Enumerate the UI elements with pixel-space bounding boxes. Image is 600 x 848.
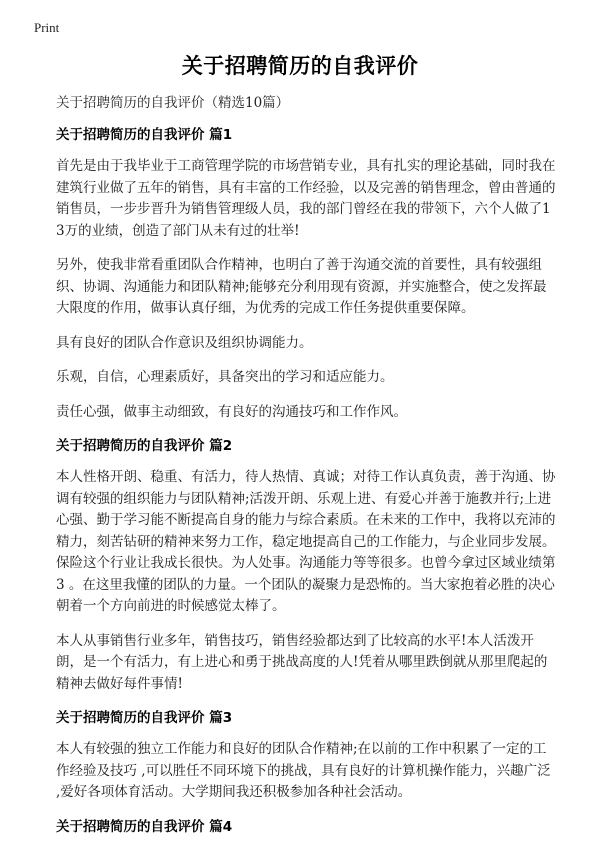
article-body <box>56 93 556 848</box>
section-heading: 关于招聘简历的自我评价 篇1 <box>56 127 233 143</box>
page-title: 关于招聘简历的自我评价 <box>181 54 419 78</box>
paragraph: 本人性格开朗、稳重、有活力，待人热情、真诚；对待工作认真负责，善于沟通、协调有较强的组织能力与团队精神;活泼开朗、乐观上进、有爱心并善于施教并行;上进心强、勤于学习能不断提高自身的能力与综合素质。在未来的工作中，我将以充沛的精力，刻苦钻研的精神来努力工作，稳定地提高自己的工作能力，与企业同步发展。保险这个行业让我成长很快。为人处事。沟通能力等等很多。也曾今拿过区域业绩第3 。在这里我懂的团队的力量。一个团队的凝聚力是恐怖的。当大家抱着必胜的决心朝着一个方向前进的时候感觉太棒了。 <box>56 469 556 614</box>
paragraph: 责任心强，做事主动细致，有良好的沟通技巧和工作作风。 <box>56 403 407 420</box>
paragraph: 具有良好的团队合作意识及组织协调能力。 <box>56 334 313 351</box>
section-heading: 关于招聘简历的自我评价 篇2 <box>56 438 233 454</box>
paragraph: 本人从事销售行业多年，销售技巧，销售经验都达到了比较高的水平!本人活泼开朗，是一个有活力，有上进心和勇于挑战高度的人!凭着从哪里跌倒就从那里爬起的精神去做好每件事情! <box>56 632 548 692</box>
section-heading: 关于招聘简历的自我评价 篇4 <box>56 818 233 835</box>
paragraph: 本人有较强的独立工作能力和良好的团队合作精神;在以前的工作中积累了一定的工作经验及技巧 ,可以胜任不同环境下的挑战，具有良好的计算机操作能力，兴趣广泛 ,爱好各项体育活动。大学期间我还积极参加各种社会活动。 <box>56 741 551 800</box>
paragraph: 乐观，自信，心理素质好，具备突出的学习和适应能力。 <box>56 369 394 385</box>
paragraph: 另外，使我非常看重团队合作精神，也明白了善于沟通交流的首要性，具有较强组织、协调、沟通能力和团队精神;能够充分利用现有资源，并实施整合，使之发挥最大限度的作用，做事认真仔细，为优秀的完成工作任务提供重要保障。 <box>56 257 547 316</box>
paragraph: 首先是由于我毕业于工商管理学院的市场营销专业，具有扎实的理论基础，同时我在建筑行业做了五年的销售，具有丰富的工作经验，以及完善的销售理念，曾由普通的销售员，一步步晋升为销售管理级人员，我的部门曾经在我的带领下，六个人做了13万的业绩，创造了部门从未有过的壮举! <box>56 158 556 239</box>
section-heading: 关于招聘简历的自我评价 篇3 <box>56 710 233 726</box>
article-subtitle: 关于招聘简历的自我评价（精选10篇） <box>56 95 290 111</box>
print-link[interactable]: Print <box>34 20 60 35</box>
